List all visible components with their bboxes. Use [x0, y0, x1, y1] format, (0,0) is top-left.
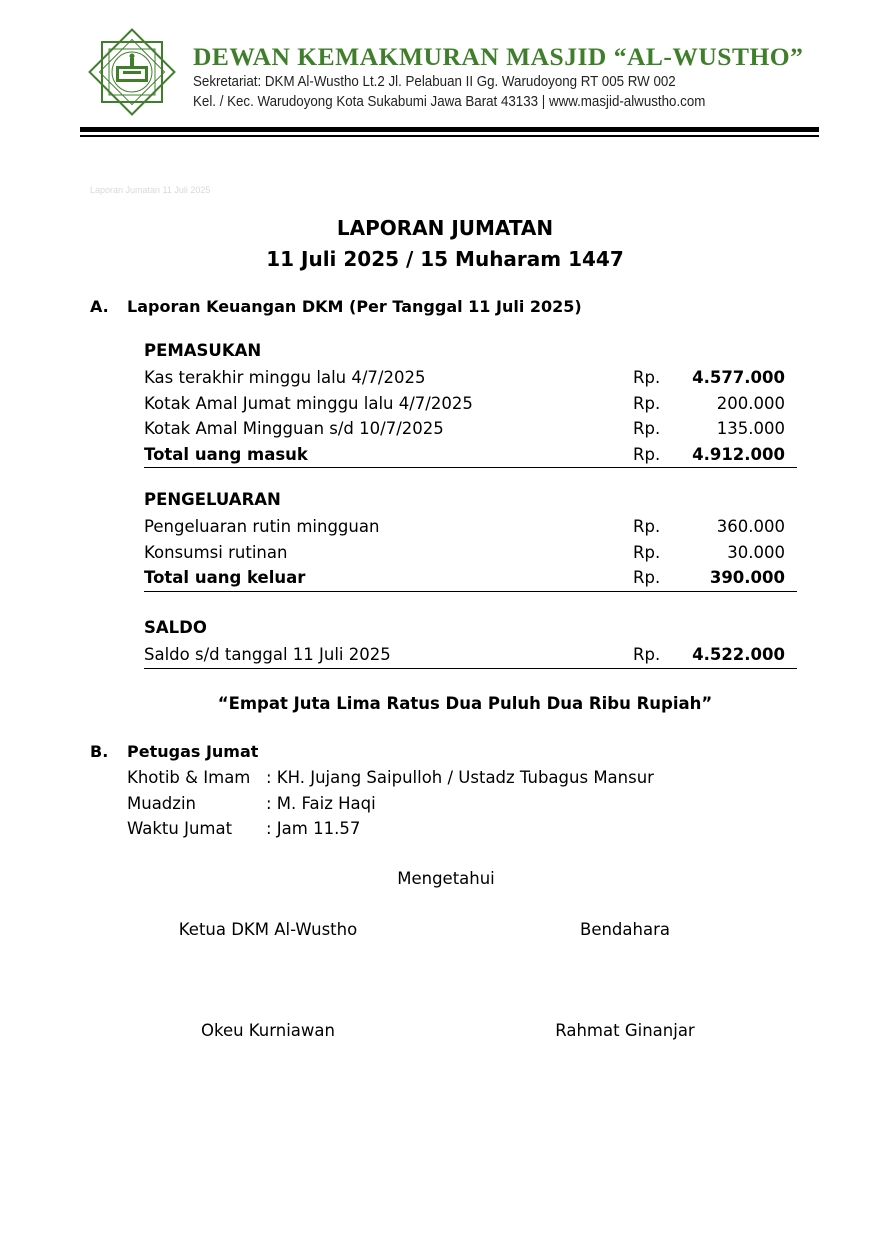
- officer-name: : M. Faiz Haqi: [266, 793, 376, 813]
- row-label: Pengeluaran rutin mingguan: [144, 517, 380, 536]
- row-currency: Rp.: [633, 645, 661, 664]
- row-amount: 360.000: [716, 517, 785, 536]
- chairman-role: Ketua DKM Al-Wustho: [178, 920, 358, 939]
- balance-heading: SALDO: [144, 618, 207, 637]
- total-amount: 390.000: [709, 568, 785, 587]
- income-heading: PEMASUKAN: [144, 341, 262, 360]
- amount-in-words: “Empat Juta Lima Ratus Dua Puluh Dua Ribu Rupiah”: [217, 694, 713, 713]
- header-divider-thin: [80, 135, 819, 137]
- row-amount: 4.577.000: [692, 368, 785, 387]
- officer-role: Waktu Jumat: [127, 819, 233, 838]
- address-line-2: Kel. / Kec. Warudoyong Kota Sukabumi Jawa Barat 43133 | www.masjid-alwustho.com: [193, 94, 706, 110]
- treasurer-role: Bendahara: [580, 920, 670, 939]
- row-currency: Rp.: [633, 393, 661, 413]
- treasurer-name: Rahmat Ginanjar: [555, 1021, 695, 1040]
- total-label: Total uang masuk: [144, 444, 308, 464]
- table-row: [144, 365, 797, 391]
- expense-block: [144, 490, 797, 592]
- total-currency: Rp.: [633, 568, 661, 587]
- officer-name: : KH. Jujang Saipulloh / Ustadz Tubagus Mansur: [266, 768, 654, 787]
- table-row: [144, 391, 797, 417]
- report-title: LAPORAN JUMATAN: [336, 216, 554, 240]
- officer-name: : Jam 11.57: [266, 819, 361, 838]
- total-label: Total uang keluar: [144, 568, 306, 587]
- row-currency: Rp.: [633, 419, 661, 438]
- report-date: 11 Juli 2025 / 15 Muharam 1447: [266, 247, 624, 271]
- income-total-row: [144, 442, 797, 469]
- acknowledged-label: Mengetahui: [397, 869, 495, 888]
- row-amount: 200.000: [716, 393, 785, 413]
- row-currency: Rp.: [633, 517, 661, 536]
- expense-total-row: [144, 565, 797, 592]
- total-amount: 4.912.000: [692, 444, 785, 464]
- row-currency: Rp.: [633, 542, 661, 562]
- table-row: [144, 540, 797, 566]
- officer-role: Muadzin: [127, 793, 196, 813]
- row-label: Saldo s/d tanggal 11 Juli 2025: [144, 645, 391, 664]
- section-b-title: Petugas Jumat: [127, 742, 259, 761]
- table-row: [144, 416, 797, 442]
- row-label: Kotak Amal Mingguan s/d 10/7/2025: [144, 419, 444, 438]
- header-divider-thick: [80, 127, 819, 132]
- total-currency: Rp.: [633, 444, 661, 464]
- row-amount: 135.000: [716, 419, 785, 438]
- organization-name: DEWAN KEMAKMURAN MASJID “AL-WUSTHO”: [193, 42, 804, 71]
- income-block: [144, 341, 797, 468]
- table-row: [144, 514, 797, 540]
- section-b-letter: B.: [90, 742, 109, 761]
- row-label: Konsumsi rutinan: [144, 542, 288, 562]
- row-label: Kas terakhir minggu lalu 4/7/2025: [144, 368, 426, 387]
- row-currency: Rp.: [633, 368, 661, 387]
- expense-heading: PENGELUARAN: [144, 490, 281, 509]
- balance-block: [144, 618, 797, 669]
- row-amount: 30.000: [727, 542, 785, 562]
- mosque-logo: [82, 22, 182, 122]
- document-watermark: Laporan Jumatan 11 Juli 2025: [90, 185, 211, 195]
- section-a-letter: A.: [90, 297, 109, 316]
- officer-role: Khotib & Imam: [127, 768, 251, 787]
- address-line-1: Sekretariat: DKM Al-Wustho Lt.2 Jl. Pelabuan II Gg. Warudoyong RT 005 RW 002: [193, 74, 676, 90]
- section-a-title: Laporan Keuangan DKM (Per Tanggal 11 Juli 2025): [127, 297, 582, 316]
- balance-row: [144, 642, 797, 669]
- chairman-name: Okeu Kurniawan: [201, 1021, 335, 1040]
- row-amount: 4.522.000: [692, 645, 785, 664]
- row-label: Kotak Amal Jumat minggu lalu 4/7/2025: [144, 393, 473, 413]
